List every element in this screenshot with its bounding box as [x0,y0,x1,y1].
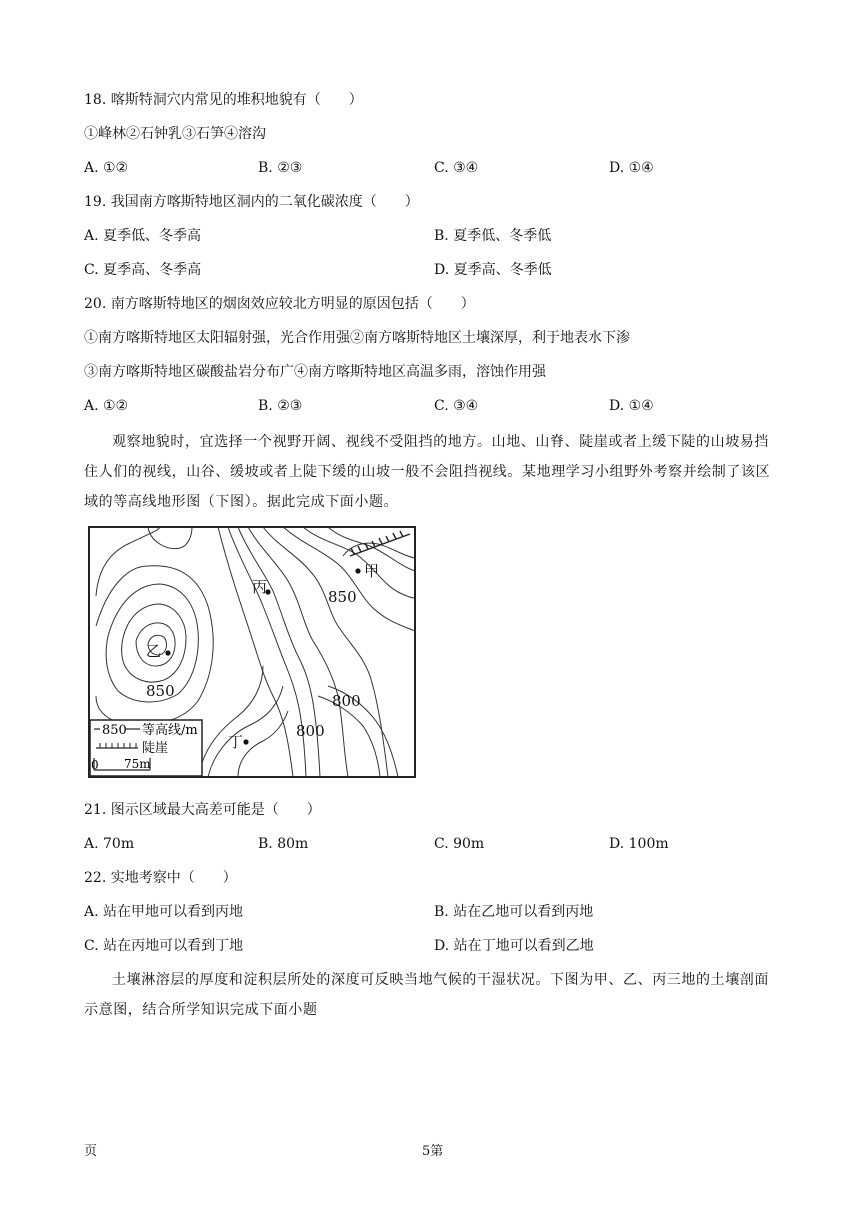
legend-scale-value: 75m [124,757,151,771]
legend-scale-zero: 0 [91,758,99,772]
legend-cliff-text: 陡崖 [142,741,169,756]
contour-map [88,526,416,778]
passage-soil: 土壤淋溶层的厚度和淀积层所处的深度可反映当地气候的干湿状况。下图为甲、乙、丙三地的土壤剖面示意图，结合所学知识完成下面小题 [84,972,769,1018]
legend-contour-value: 850 [102,723,127,738]
q20-option-a: A. ①② [84,398,129,414]
footer-page-number: 5第 [422,1144,444,1159]
q22-option-b: B. 站在乙地可以看到丙地 [434,904,594,920]
contour-label-800-lower: 800 [296,722,325,740]
q18-option-a: A. ①② [84,160,129,176]
q18-option-c: C. ③④ [434,160,479,176]
q20-option-d: D. ①④ [609,398,654,414]
q20-option-b: B. ②③ [258,398,303,414]
q21-option-c: C. 90m [434,836,485,852]
q22-option-c: C. 站在丙地可以看到丁地 [84,938,244,954]
q20-items-1: ①南方喀斯特地区太阳辐射强，光合作用强②南方喀斯特地区土壤深厚，利于地表水下渗 [84,330,630,346]
q18-stem: 18. 喀斯特洞穴内常见的堆积地貌有（ ） [84,92,363,108]
legend-contour-text: 等高线/m [142,723,198,738]
q21-option-a: A. 70m [84,836,135,852]
q22-stem: 22. 实地考察中（ ） [84,870,237,886]
label-jia: 甲 [364,562,380,580]
point-yi [165,650,170,655]
q21-option-d: D. 100m [609,836,669,852]
q19-stem: 19. 我国南方喀斯特地区洞内的二氧化碳浓度（ ） [84,194,419,210]
label-ding: 丁 [228,733,244,751]
q18-items: ①峰林②石钟乳③石笋④溶沟 [84,126,266,142]
label-bing: 丙 [252,578,268,596]
q19-option-c: C. 夏季高、冬季高 [84,262,202,278]
footer-left: 页 [84,1144,98,1159]
map-legend [90,720,202,776]
q22-option-a: A. 站在甲地可以看到丙地 [84,904,244,920]
passage-observation: 观察地貌时，宜选择一个视野开阔、视线不受阻挡的地方。山地、山脊、陡崖或者上缓下陡的山坡易挡住人们的视线，山谷、缓坡或者上陡下缓的山坡一般不会阻挡视线。某地理学习小组野外考察并绘制了该区域的等高线地形图（下图）。据此完成下面小题。 [84,434,771,510]
q19-option-d: D. 夏季高、冬季低 [434,262,552,278]
q19-option-b: B. 夏季低、冬季低 [434,228,552,244]
contour-label-850-right: 850 [328,588,357,606]
q21-option-b: B. 80m [258,836,309,852]
q20-stem: 20. 南方喀斯特地区的烟囱效应较北方明显的原因包括（ ） [84,296,475,312]
q22-option-d: D. 站在丁地可以看到乙地 [434,938,594,954]
q18-option-d: D. ①④ [609,160,654,176]
point-jia [355,568,360,573]
q20-option-c: C. ③④ [434,398,479,414]
label-yi: 乙 [146,642,162,660]
q20-items-2: ③南方喀斯特地区碳酸盐岩分布广④南方喀斯特地区高温多雨，溶蚀作用强 [84,364,546,380]
contour-label-800-upper: 800 [332,692,361,710]
contour-label-850-left: 850 [146,682,175,700]
q18-option-b: B. ②③ [258,160,303,176]
point-ding [243,739,248,744]
q21-stem: 21. 图示区域最大高差可能是（ ） [84,802,321,818]
q19-option-a: A. 夏季低、冬季高 [84,228,202,244]
